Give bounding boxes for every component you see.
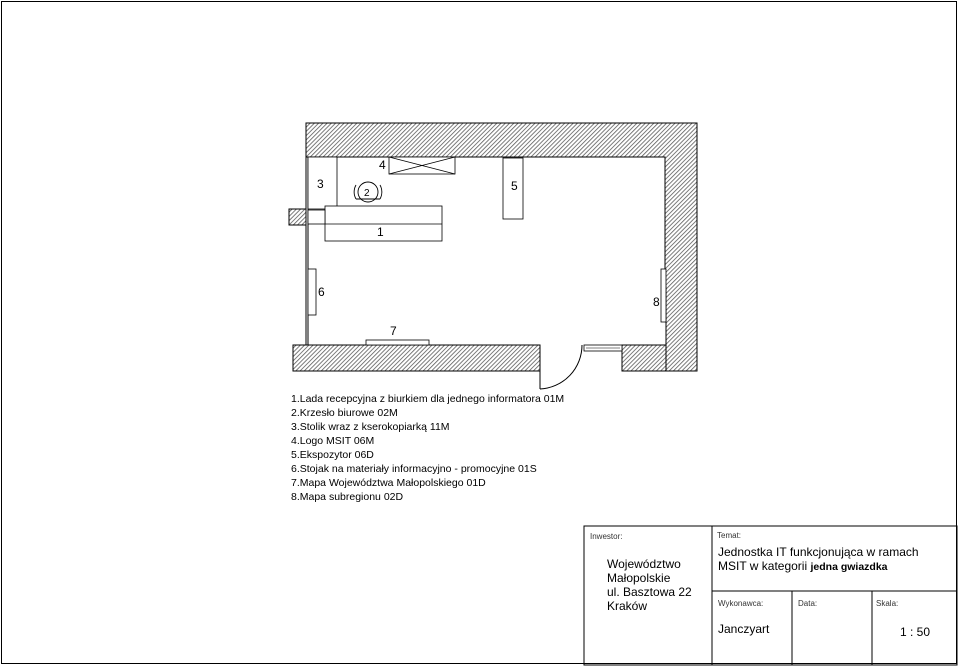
legend-item: 2.Krzesło biurowe 02M — [291, 407, 398, 419]
investor — [607, 557, 692, 613]
door — [540, 345, 582, 389]
investor-line: Małopolskie — [607, 571, 671, 585]
topic-line-2-text: MSIT w kategorii — [718, 559, 808, 573]
legend-item: 6.Stojak na materiały informacyjno - promocyjne 01S — [291, 463, 537, 475]
wall-bottom-right — [622, 345, 666, 371]
topic-line-2 — [718, 559, 888, 573]
legend-item: 7.Mapa Województwa Małopolskiego 01D — [291, 477, 486, 489]
legend-item: 4.Logo MSIT 06M — [291, 435, 375, 447]
label-7: 7 — [390, 324, 397, 338]
legend-item: 1.Lada recepcyjna z biurkiem dla jednego informatora 01M — [291, 393, 565, 405]
label-8: 8 — [653, 295, 660, 309]
label-3: 3 — [317, 177, 324, 191]
label-4: 4 — [379, 158, 386, 172]
legend-item: 8.Mapa subregionu 02D — [291, 491, 404, 503]
wall-top-right — [306, 123, 697, 371]
label-2: 2 — [364, 188, 370, 199]
wall-stub — [289, 209, 306, 225]
scale-value: 1 : 50 — [900, 625, 931, 639]
topic-label: Temat: — [717, 531, 742, 540]
walls — [289, 123, 697, 371]
investor-line: Województwo — [607, 557, 681, 571]
map-voivodeship — [366, 340, 429, 345]
contractor-label: Wykonawca: — [718, 599, 764, 608]
date-label: Data: — [798, 599, 818, 608]
legend — [291, 392, 564, 504]
legend-item: 5.Ekspozytor 06D — [291, 449, 374, 461]
label-6: 6 — [318, 285, 325, 299]
investor-line: ul. Basztowa 22 — [607, 585, 692, 599]
label-5: 5 — [511, 179, 518, 193]
label-1: 1 — [377, 225, 384, 239]
investor-line: Kraków — [607, 599, 648, 613]
topic-category: jedna gwiazdka — [810, 561, 888, 573]
wall-bottom-left — [293, 345, 540, 371]
brochure-stand — [308, 269, 316, 315]
map-subregion — [661, 269, 666, 322]
investor-label: Inwestor: — [590, 532, 623, 541]
scale-label: Skala: — [876, 599, 899, 608]
topic-line-1: Jednostka IT funkcjonująca w ramach — [718, 545, 919, 559]
contractor: Janczyart — [718, 622, 770, 636]
legend-item: 3.Stolik wraz z kserokopiarką 11M — [291, 421, 450, 433]
